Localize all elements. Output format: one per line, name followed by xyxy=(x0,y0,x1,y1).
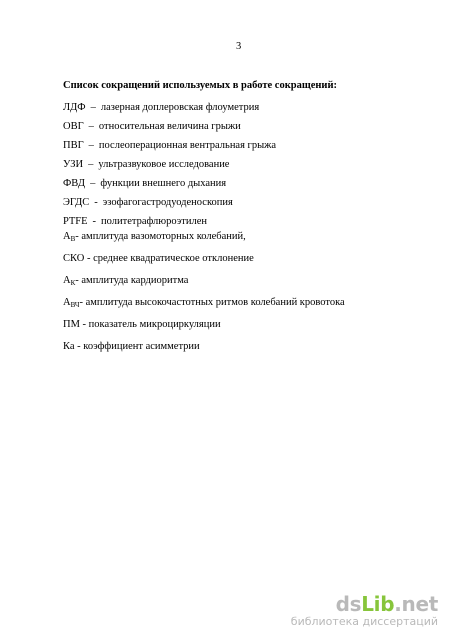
section-heading: Список сокращений используемых в работе сокращений: xyxy=(63,80,338,91)
abbreviation-term: PTFE xyxy=(63,216,88,227)
parameter-definition-list xyxy=(63,230,345,362)
abbreviation-dash: – xyxy=(90,178,96,189)
abbreviation-item xyxy=(63,177,276,196)
parameter-definition-item xyxy=(63,230,345,252)
abbreviation-item xyxy=(63,101,276,120)
parameter-definition-item xyxy=(63,318,345,340)
parameter-definition-item xyxy=(63,296,345,318)
abbreviation-term: ЛДФ xyxy=(63,102,86,113)
abbreviation-term: ОВГ xyxy=(63,121,84,132)
abbreviation-term: ПВГ xyxy=(63,140,84,151)
parameter-definition-item xyxy=(63,274,345,296)
page-number: 3 xyxy=(236,41,242,52)
parameter-description: - амплитуда вазомоторных колебаний, xyxy=(75,231,246,242)
parameter-definition-item xyxy=(63,340,345,362)
parameter-subscript: К xyxy=(70,279,76,287)
abbreviation-definition: функции внешнего дыхания xyxy=(100,178,227,189)
parameter-symbol: А xyxy=(63,275,71,286)
parameter-subscript: ВЧ xyxy=(70,301,80,309)
parameter-description: - показатель микроциркуляции xyxy=(79,319,221,330)
logo-part-ds: ds xyxy=(335,592,362,616)
parameter-symbol: А xyxy=(63,297,71,308)
parameter-symbol: ПМ xyxy=(63,319,80,330)
abbreviation-dash: – xyxy=(88,140,94,151)
abbreviation-list xyxy=(63,101,276,234)
parameter-description: - среднее квадратическое отклонение xyxy=(84,253,254,264)
abbreviation-definition: эзофагогастродуоденоскопия xyxy=(102,197,233,208)
parameter-symbol: СКО xyxy=(63,253,85,264)
abbreviation-dash: - xyxy=(94,197,98,208)
parameter-symbol: А xyxy=(63,231,71,242)
logo-part-lib: Lib xyxy=(361,592,395,616)
abbreviation-item xyxy=(63,139,276,158)
logo-part-net: .net xyxy=(394,592,438,616)
abbreviation-term: ЭГДС xyxy=(63,197,90,208)
parameter-description: - амплитуда высокочастотных ритмов колебаний кровотока xyxy=(79,297,345,308)
parameter-definition-item xyxy=(63,252,345,274)
abbreviation-dash: - xyxy=(92,216,97,227)
parameter-subscript: В xyxy=(70,235,76,243)
abbreviation-term: УЗИ xyxy=(63,159,84,170)
watermark-tagline: библиотека диссертаций xyxy=(290,615,438,628)
abbreviation-definition: ультразвуковое исследование xyxy=(98,159,230,170)
abbreviation-dash: – xyxy=(90,102,96,113)
parameter-symbol: Ка xyxy=(63,341,75,352)
abbreviation-dash: – xyxy=(88,121,94,132)
abbreviation-definition: относительная величина грыжи xyxy=(98,121,241,132)
abbreviation-term: ФВД xyxy=(63,178,86,189)
abbreviation-dash: – xyxy=(88,159,94,170)
dslib-watermark xyxy=(291,593,438,628)
abbreviation-definition: политетрафлюроэтилен xyxy=(101,216,207,227)
abbreviation-definition: лазерная доплеровская флоуметрия xyxy=(100,102,260,113)
abbreviation-definition: послеоперационная вентральная грыжа xyxy=(98,140,277,151)
abbreviation-item xyxy=(63,158,276,177)
abbreviation-item xyxy=(63,120,276,139)
abbreviation-item xyxy=(63,196,276,215)
parameter-description: - коэффициент асимметрии xyxy=(74,341,200,352)
parameter-description: - амплитуда кардиоритма xyxy=(75,275,189,286)
dslib-logo xyxy=(291,593,438,615)
